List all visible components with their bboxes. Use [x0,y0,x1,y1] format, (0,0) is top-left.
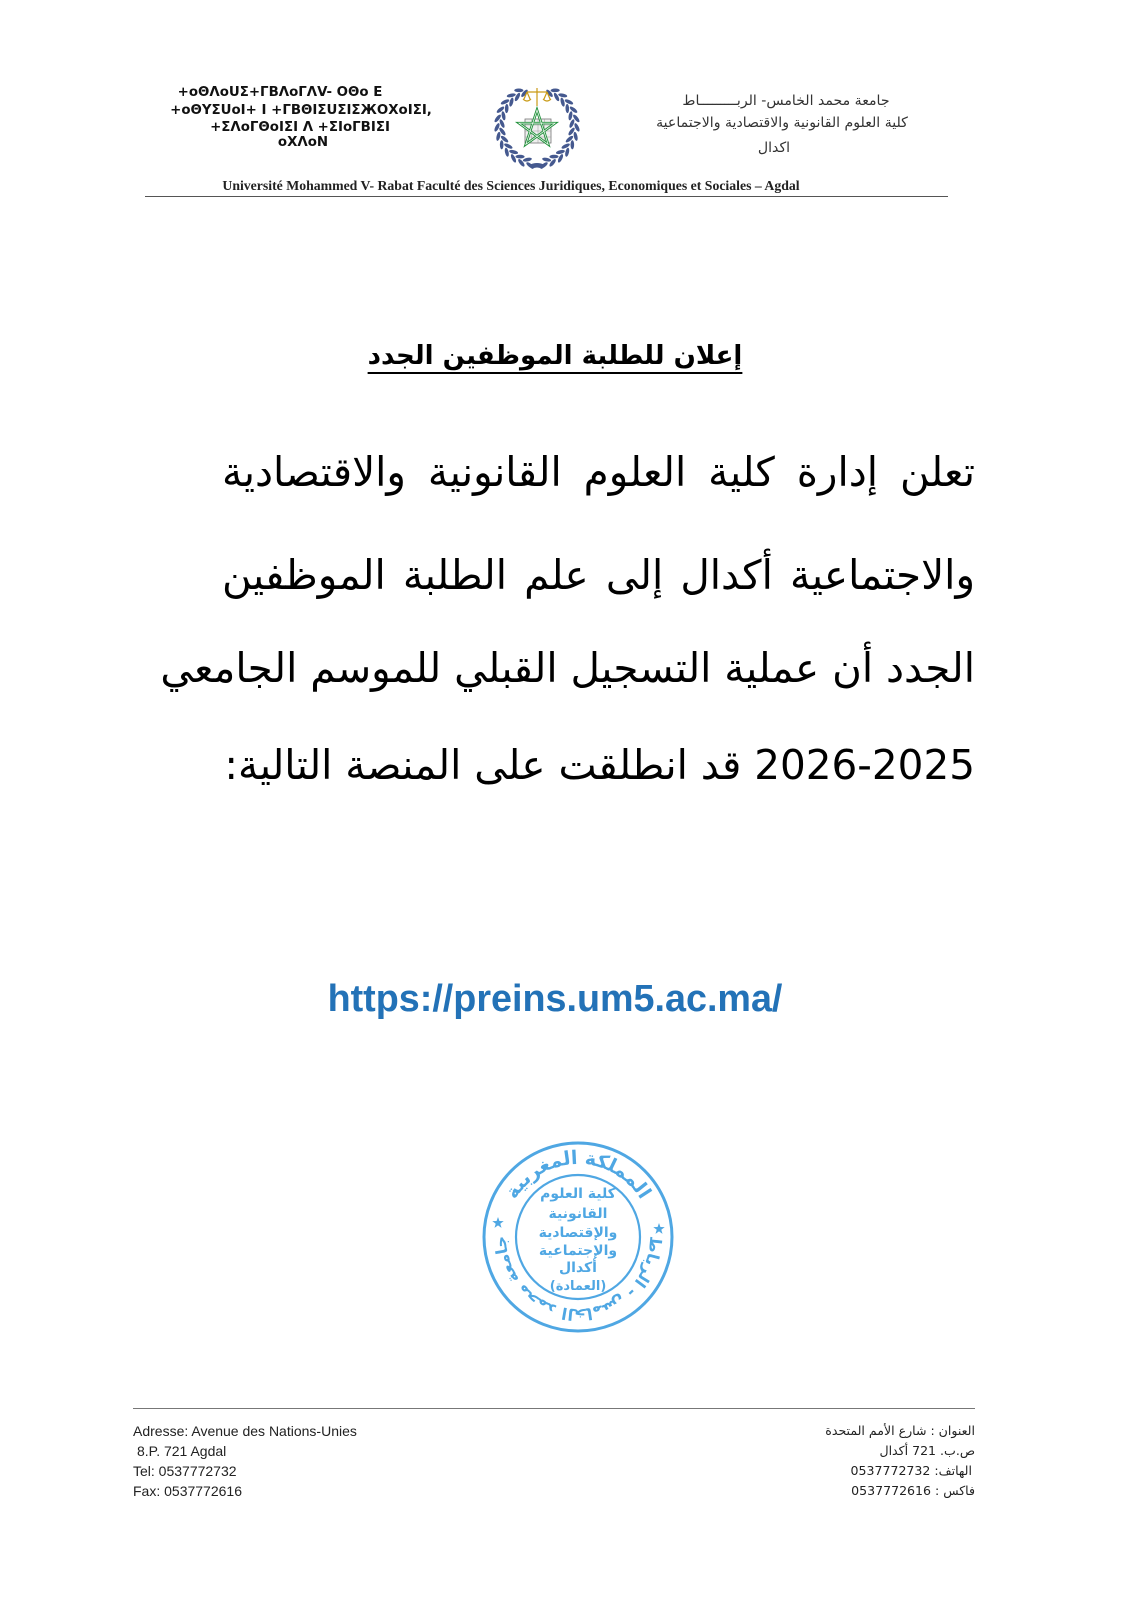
body-line-2: والاجتماعية أكدال إلى علم الطلبة الموظفين [222,551,975,599]
body-line-3: الجدد أن عملية التسجيل القبلي للموسم الجامعي [160,644,975,692]
body-line-4: 2026-2025 قد انطلقت على المنصة التالية: [224,741,975,789]
tifinagh-line-3: +ΣΛoΓΘoIΣI Λ +ΣIoΓΒIΣI [210,120,390,135]
body-line-1: تعلن إدارة كلية العلوم القانونية والاقتصادية [222,448,975,496]
tifinagh-line-4: oΧΛoΝ [277,135,329,150]
ribbon-icon [529,163,545,169]
stamp-inner-line-3: والإقتصادية [538,1225,618,1241]
footer-fax: Fax: 0537772616 [133,1483,242,1499]
footer-phone-arabic: الهاتف: 0537772732 [850,1463,972,1478]
arabic-faculty-name: كلية العلوم القانونية والاقتصادية والاجتماعية [656,115,908,131]
french-institution-line: Université Mohammed V- Rabat Faculté des Sciences Juridiques, Economiques et Sociales – Agdal [222,178,800,193]
footer-po-box: 8.P. 721 Agdal [137,1443,227,1459]
stamp-inner-line-1: كلية العلوم [540,1186,616,1202]
tifinagh-line-1: +oΘΛoUΣ+ΓΒΛoΓΛV- ΟΘo Ε [177,85,383,100]
tifinagh-line-2: +oΘΥΣUoI+ I +ΓΒΘIΣUΣIΣЖΟΧoIΣI, [170,103,432,118]
stamp-inner-line-2: القانونية [548,1206,608,1222]
registration-platform-link[interactable]: https://preins.um5.ac.ma/ [327,977,783,1019]
arabic-campus-name: اكدال [757,140,791,156]
stamp-star-icon-right [653,1223,664,1234]
stamp-star-icon-left [492,1217,503,1228]
footer-po-box-arabic: ص.ب. 721 أكدال [879,1443,975,1458]
arabic-university-name: جامعة محمد الخامس- الربـــــــــاط [682,93,890,109]
footer-rule [133,1408,975,1409]
stamp-inner-line-5: أكدال [559,1260,597,1276]
stamp-outer-bottom-text: جامعة محمد الخامس - الرباط [490,1235,666,1325]
footer-address: Adresse: Avenue des Nations-Unies [133,1423,357,1439]
footer-phone: Tel: 0537772732 [133,1463,237,1479]
stamp-inner-line-4: والإجتماعية [538,1243,618,1259]
university-emblem-icon [487,79,587,171]
faculty-stamp [478,1137,678,1337]
header-rule [145,196,948,197]
announcement-title: إعلان للطلبة الموظفين الجدد [367,341,743,371]
stamp-inner-line-6: (العمادة) [549,1279,607,1294]
footer-fax-arabic: فاكس : 0537772616 [851,1483,975,1498]
footer-address-arabic: العنوان : شارع الأمم المتحدة [825,1423,975,1438]
stamp-outer-top-text: المملكة المغربية [500,1146,656,1203]
